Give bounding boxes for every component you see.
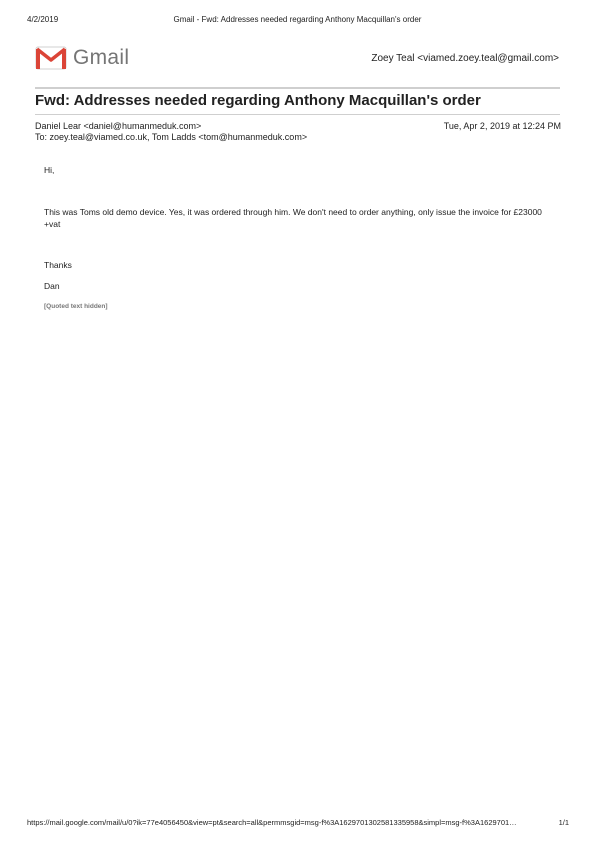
- email-body-main: This was Toms old demo device. Yes, it was ordered through him. We don't need to order anything, only issue the invoice for £23000 +vat: [44, 207, 542, 229]
- header-divider: [35, 87, 560, 89]
- gmail-logo-text: Gmail: [73, 46, 130, 69]
- email-thanks: Thanks: [44, 260, 72, 270]
- email-date: Tue, Apr 2, 2019 at 12:24 PM: [443, 121, 561, 131]
- account-email: Zoey Teal <viamed.zoey.teal@gmail.com>: [371, 53, 559, 64]
- print-date: 4/2/2019: [27, 15, 59, 24]
- email-subject: Fwd: Addresses needed regarding Anthony Macquillan's order: [35, 92, 481, 109]
- print-footer-url: https://mail.google.com/mail/u/0?ik=77e4056450&view=pt&search=all&permmsgid=msg-f%3A1629701302581335958&simpl=msg-f%3A1629701…: [27, 818, 517, 827]
- email-signature: Dan: [44, 281, 60, 291]
- print-title: Gmail - Fwd: Addresses needed regarding Anthony Macquillan's order: [173, 15, 422, 24]
- subject-divider: [35, 114, 560, 115]
- gmail-logo[interactable]: [35, 46, 129, 70]
- email-greeting: Hi,: [44, 165, 55, 175]
- print-footer-page: 1/1: [558, 818, 569, 827]
- email-from: Daniel Lear <daniel@humanmeduk.com>: [35, 121, 202, 131]
- email-to: To: zoey.teal@viamed.co.uk, Tom Ladds <tom@humanmeduk.com>: [35, 132, 308, 142]
- gmail-envelope-icon: [35, 46, 67, 70]
- quoted-text-hidden[interactable]: [Quoted text hidden]: [44, 303, 108, 310]
